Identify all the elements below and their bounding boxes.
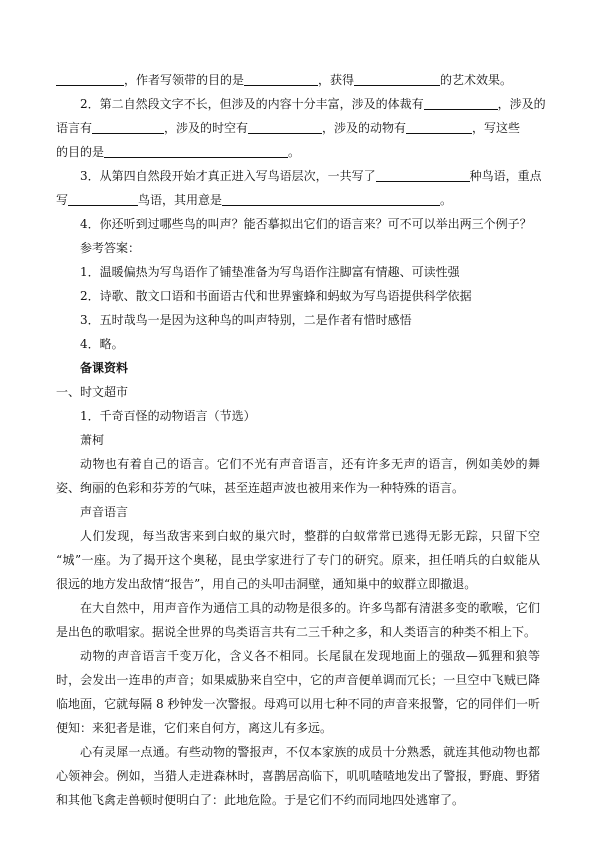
paragraph-line: 临地面，它就每隔 8 秒钟发一次警报。母鸡可以用七种不同的声音来报警，它的同伴们一听 — [56, 697, 540, 711]
paragraph-line: 姿、绚丽的色彩和芬芳的气味，甚至连超声波也被用来作为一种特殊的语言。 — [56, 481, 465, 495]
question-3-line-1 — [56, 164, 540, 188]
answer-item: 1．温暖偏热为写鸟语作了铺垫准备为写鸟语作注脚富有情趣、可读性强 — [80, 265, 460, 279]
question-text: ，作者写领带的目的是 — [124, 73, 245, 87]
question-text: ，写这些 — [472, 121, 521, 135]
question-text: 。 — [440, 193, 453, 207]
paragraph-line: 动物也有着自己的语言。它们不光有声音语言，还有许多无声的语言，例如美妙的舞 — [80, 457, 540, 471]
question-text: 。 — [288, 145, 301, 159]
question-text: 鸟语，其用意是 — [138, 193, 223, 207]
answer-item: 4．略。 — [80, 337, 124, 351]
question-text: 2．第二自然段文字不长，但涉及的内容十分丰富，涉及的体裁有 — [80, 97, 424, 111]
subheading: 声音语言 — [80, 505, 129, 519]
answer-blank[interactable] — [68, 191, 138, 206]
answer-blank[interactable] — [104, 143, 288, 158]
question-text: 的艺术效果。 — [440, 73, 513, 87]
paragraph-line: 是出色的歌唱家。据说全世界的鸟类语言共有二三千种之多，和人类语言的种类不相上下。 — [56, 625, 537, 639]
section-heading: 一、时文超市 — [56, 385, 129, 399]
paragraph-line: “城”一座。为了揭开这个奥秘，昆虫学家进行了专门的研究。原来，担任哨兵的白蚁能从 — [56, 553, 540, 567]
answer-blank[interactable] — [248, 119, 322, 134]
answer-item: 3．五时哉鸟一是因为这种鸟的叫声特别，二是作者有惜时感悟 — [80, 313, 412, 327]
question-text: 3．从第四自然段开始才真正进入写鸟语层次，一共写了 — [80, 169, 376, 183]
paragraph-line: 动物的声音语言千变万化，含义各不相同。长尾鼠在发现地面上的强敌—狐狸和狼等 — [80, 649, 540, 663]
answer-blank[interactable] — [406, 119, 472, 134]
question-text: 写 — [56, 193, 69, 207]
question-text: 种鸟语，重点 — [469, 169, 542, 183]
paragraph-line: 很远的地方发出敌情“报告”，用自己的头叩击洞壁，通知巢中的蚁群立即撤退。 — [56, 577, 477, 591]
question-2-line-2 — [56, 116, 540, 140]
answer-blank[interactable] — [244, 71, 318, 86]
answer-blank[interactable] — [222, 191, 440, 206]
answer-blank[interactable] — [92, 119, 164, 134]
document-page — [56, 68, 546, 812]
question-text: 语言有 — [56, 121, 93, 135]
paragraph-line: 和其他飞禽走兽顿时便明白了：此地危险。于是它们不约而同地四处逃窜了。 — [56, 793, 465, 807]
question-2-line-3 — [56, 140, 540, 164]
article-author: 萧柯 — [80, 433, 105, 447]
question-4: 4．你还听到过哪些鸟的叫声？能否摹拟出它们的语言来？可不可以举出两三个例子？ — [80, 217, 532, 231]
question-text: ，涉及的 — [497, 97, 546, 111]
prep-title: 备课资料 — [80, 361, 129, 375]
answer-blank[interactable] — [424, 95, 498, 110]
question-3-line-2 — [56, 188, 540, 212]
question-text: ，涉及的动物有 — [322, 121, 407, 135]
answer-blank[interactable] — [56, 71, 124, 86]
article-title: 1．千奇百怪的动物语言（节选） — [80, 409, 256, 423]
question-text: 的目的是 — [56, 145, 105, 159]
paragraph-line: 在大自然中，用声音作为通信工具的动物是很多的。许多鸟都有清湛多变的歌喉，它们 — [80, 601, 540, 615]
paragraph-line: 时，会发出一连串的声音；如果威胁来自空中，它的声音便单调而冗长；一旦空中飞贼已降 — [56, 673, 540, 687]
question-text: ，涉及的时空有 — [164, 121, 249, 135]
answers-heading: 参考答案： — [80, 241, 141, 255]
question-1-tail — [56, 68, 540, 92]
question-2-line-1 — [56, 92, 546, 116]
answer-blank[interactable] — [376, 167, 470, 182]
question-text: ，获得 — [318, 73, 355, 87]
answer-item: 2．诗歌、散文口语和书面语古代和世界蜜蜂和蚂蚁为写鸟语提供科学依据 — [80, 289, 472, 303]
paragraph-line: 人们发现，每当敌害来到白蚁的巢穴时，整群的白蚁常常已逃得无影无踪，只留下空 — [80, 529, 540, 543]
answer-blank[interactable] — [354, 71, 440, 86]
paragraph-line: 便知：来犯者是谁，它们来自何方，离这儿有多远。 — [56, 721, 333, 735]
paragraph-line: 心领神会。例如，当猎人走进森林时，喜鹊居高临下，叽叽喳喳地发出了警报，野鹿、野猪 — [56, 769, 540, 783]
paragraph-line: 心有灵犀一点通。有些动物的警报声，不仅本家族的成员十分熟悉，就连其他动物也都 — [80, 745, 540, 759]
